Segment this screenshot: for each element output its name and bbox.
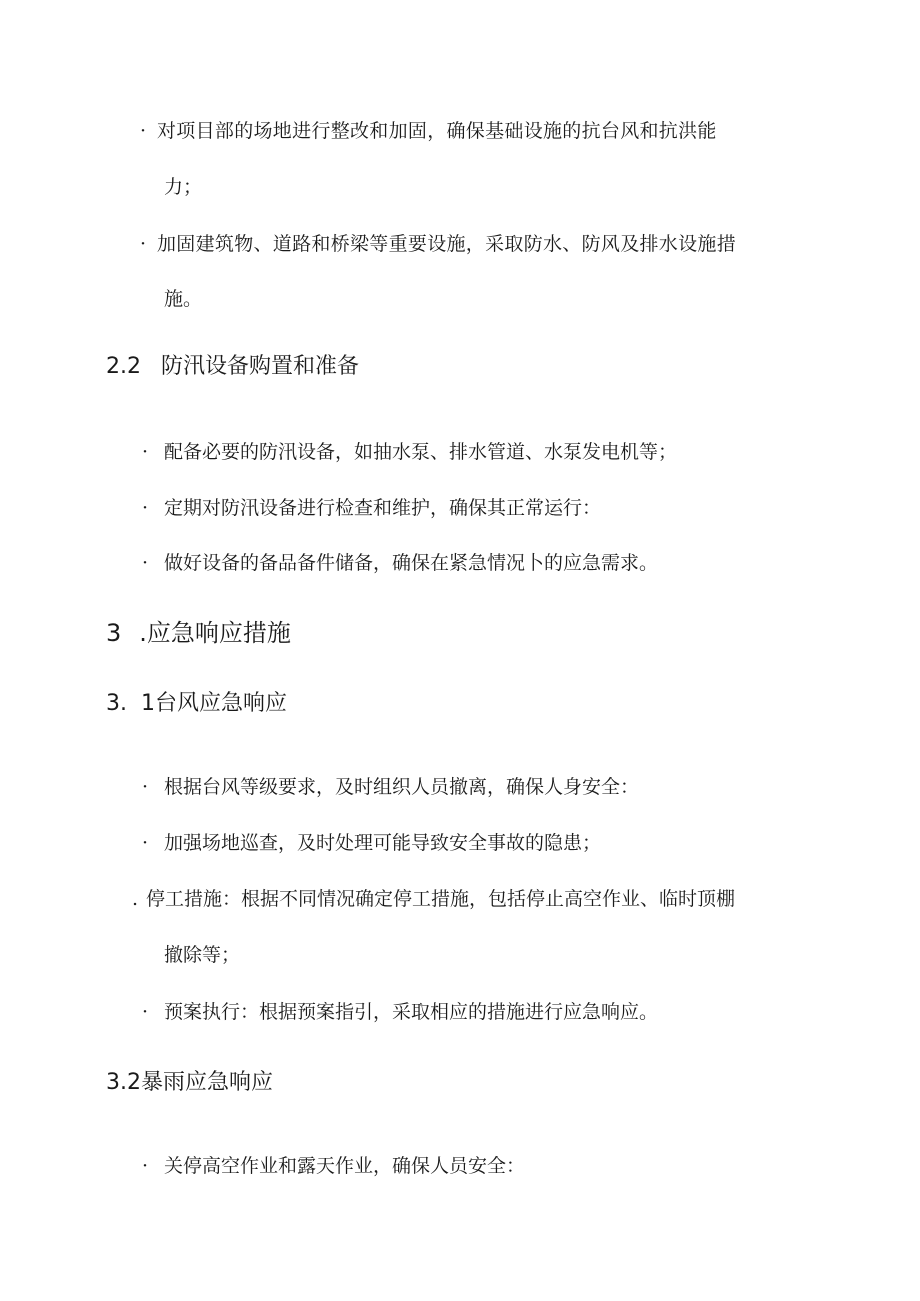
bullet-icon: · (142, 497, 149, 519)
section-number: 2.2 (106, 354, 141, 379)
bullet-icon: · (142, 1001, 149, 1023)
bullet-icon: · (142, 1155, 149, 1177)
list-item: 关停高空作业和露天作业，确保人员安全： (164, 1155, 526, 1177)
section-title: 3.2暴雨应急响应 (106, 1070, 273, 1095)
list-item: 加强场地巡查，及时处理可能导致安全事故的隐患； (164, 832, 602, 854)
list-item: 配备必要的防汛设备，如抽水泵、排水管道、水泵发电机等； (164, 441, 678, 463)
bullet-icon: · (142, 552, 149, 574)
section-heading-2-2 (106, 352, 359, 382)
bullet-icon: · (142, 441, 149, 463)
list-item: 做好设备的备品备件储备，确保在紧急情况卜的应急需求。 (164, 552, 659, 574)
section-number: 3. (106, 691, 127, 716)
section-heading-3-1 (106, 689, 287, 719)
section-title: 防汛设备购置和准备 (161, 354, 360, 379)
list-item-continuation: 力； (164, 176, 203, 198)
bullet-icon: · (142, 832, 149, 854)
list-item-continuation: 撤除等； (164, 944, 241, 966)
section-title: 1台风应急响应 (141, 691, 287, 716)
list-item-text: 停工措施：根据不同情况确定停工措施，包括停止高空作业、临时顶棚 (146, 888, 736, 910)
list-item: 定期对防汛设备进行检查和维护，确保其正常运行： (164, 497, 602, 519)
bullet-icon: · (140, 233, 147, 255)
section-title: .应急响应措施 (139, 619, 291, 647)
list-item: 根据台风等级要求，及时组织人员撤离，确保人身安全： (164, 776, 640, 798)
section-heading-3 (106, 618, 291, 648)
bullet-icon: · (140, 120, 147, 142)
list-item-text: 加固建筑物、道路和桥梁等重要设施，采取防水、防风及排水设施措 (157, 233, 737, 255)
list-item-text: 对项目部的场地进行整改和加固，确保基础设施的抗台风和抗洪能 (157, 120, 717, 142)
section-heading-3-2 (106, 1068, 273, 1098)
section-number: 3 (106, 619, 122, 647)
period-bullet: . (132, 888, 139, 910)
bullet-icon: · (142, 776, 149, 798)
list-item: 预案执行：根据预案指引，采取相应的措施进行应急响应。 (164, 1001, 659, 1023)
list-item-continuation: 施。 (164, 288, 203, 310)
